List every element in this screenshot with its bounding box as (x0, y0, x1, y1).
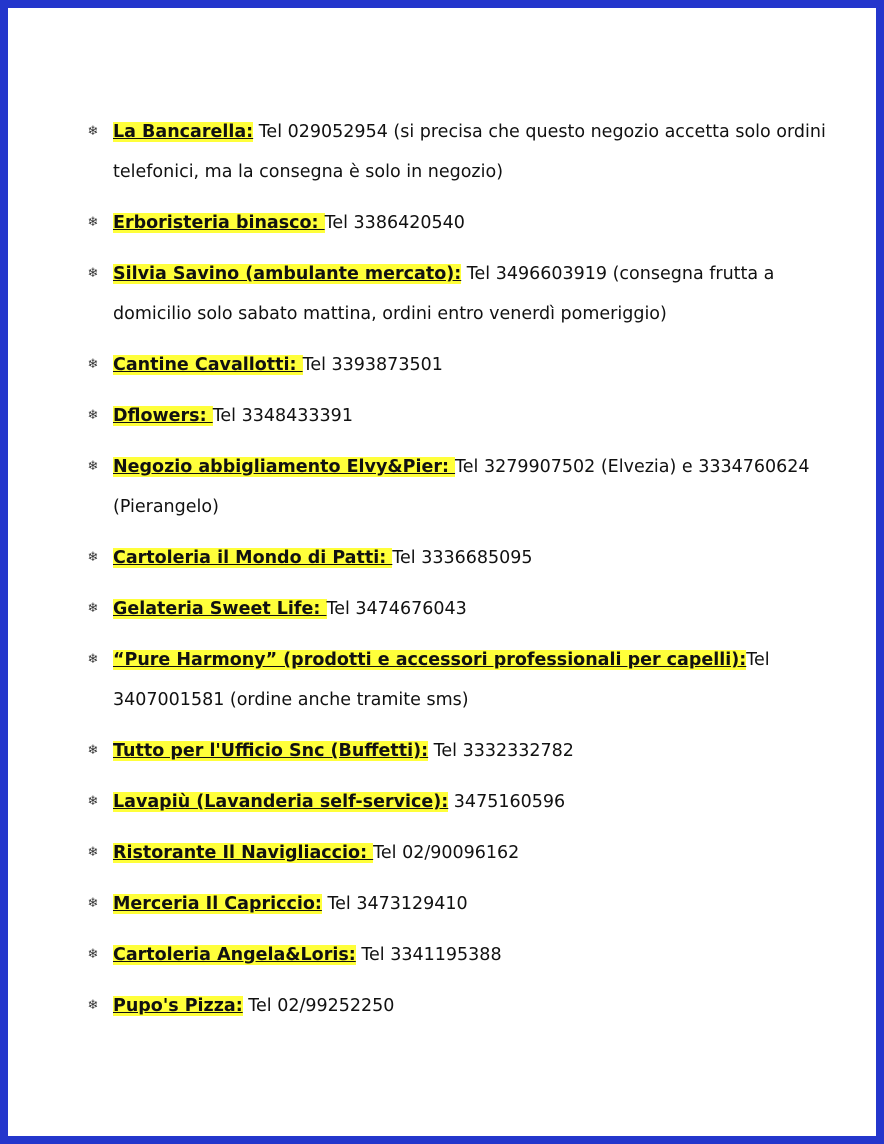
snowflake-icon: ❄ (87, 845, 99, 860)
shop-contact: Tel 3336685095 (392, 548, 533, 568)
shop-contact: Tel 02/90096162 (373, 843, 520, 863)
snowflake-icon: ❄ (87, 652, 99, 667)
snowflake-icon: ❄ (87, 266, 99, 281)
list-item (8, 640, 876, 720)
list-item (8, 345, 876, 385)
shop-name: Merceria Il Capriccio: (113, 894, 322, 914)
list-item (8, 833, 876, 873)
shop-name: Dflowers: (113, 406, 213, 426)
snowflake-icon: ❄ (87, 550, 99, 565)
list-item (8, 935, 876, 975)
list-item (8, 396, 876, 436)
shop-contact: Tel 3279907502 (Elvezia) e 3334760624 (Pierangelo) (113, 457, 810, 517)
shop-contact: Tel 3393873501 (302, 355, 443, 375)
shop-contact: 3475160596 (448, 792, 566, 812)
list-item (8, 447, 876, 527)
shop-contact: Tel 3407001581 (ordine anche tramite sms) (113, 650, 770, 710)
shop-name: Tutto per l'Ufficio Snc (Buffetti): (113, 741, 429, 761)
list-item (8, 884, 876, 924)
shop-name: “Pure Harmony” (prodotti e accessori professionali per capelli): (113, 650, 747, 670)
shop-name: Cartoleria il Mondo di Patti: (113, 548, 393, 568)
shop-contact: Tel 3474676043 (326, 599, 467, 619)
list-item (8, 782, 876, 822)
snowflake-icon: ❄ (87, 794, 99, 809)
shop-name: Pupo's Pizza: (113, 996, 243, 1016)
shop-contact: Tel 3496603919 (consegna frutta a domicilio solo sabato mattina, ordini entro venerdì pomeriggio) (113, 264, 775, 324)
shop-name: Erboristeria binasco: (113, 213, 325, 233)
list-item (8, 986, 876, 1026)
snowflake-icon: ❄ (87, 215, 99, 230)
list-item (8, 538, 876, 578)
snowflake-icon: ❄ (87, 124, 99, 139)
snowflake-icon: ❄ (87, 459, 99, 474)
snowflake-icon: ❄ (87, 896, 99, 911)
snowflake-icon: ❄ (87, 408, 99, 423)
shop-name: Negozio abbigliamento Elvy&Pier: (113, 457, 456, 477)
shop-name: Ristorante Il Navigliaccio: (113, 843, 374, 863)
shop-name: Gelateria Sweet Life: (113, 599, 327, 619)
list-item (8, 203, 876, 243)
list-item (8, 254, 876, 334)
snowflake-icon: ❄ (87, 998, 99, 1013)
shop-name: Silvia Savino (ambulante mercato): (113, 264, 462, 284)
shop-contact: Tel 02/99252250 (242, 996, 395, 1016)
list-item (8, 112, 876, 192)
snowflake-icon: ❄ (87, 601, 99, 616)
shop-contact: Tel 3386420540 (324, 213, 465, 233)
shop-name: Lavapiù (Lavanderia self-service): (113, 792, 449, 812)
shop-contact: Tel 029052954 (si precisa che questo negozio accetta solo ordini telefonici, ma la consegna è solo in negozio) (113, 122, 826, 182)
shop-list (8, 112, 876, 1037)
snowflake-icon: ❄ (87, 743, 99, 758)
shop-name: Cartoleria Angela&Loris: (113, 945, 356, 965)
shop-name: Cantine Cavallotti: (113, 355, 303, 375)
shop-contact: Tel 3341195388 (355, 945, 502, 965)
snowflake-icon: ❄ (87, 357, 99, 372)
list-item (8, 589, 876, 629)
list-item (8, 731, 876, 771)
shop-contact: Tel 3473129410 (321, 894, 468, 914)
shop-contact: Tel 3348433391 (212, 406, 353, 426)
shop-name: La Bancarella: (113, 122, 254, 142)
snowflake-icon: ❄ (87, 947, 99, 962)
shop-contact: Tel 3332332782 (428, 741, 574, 761)
